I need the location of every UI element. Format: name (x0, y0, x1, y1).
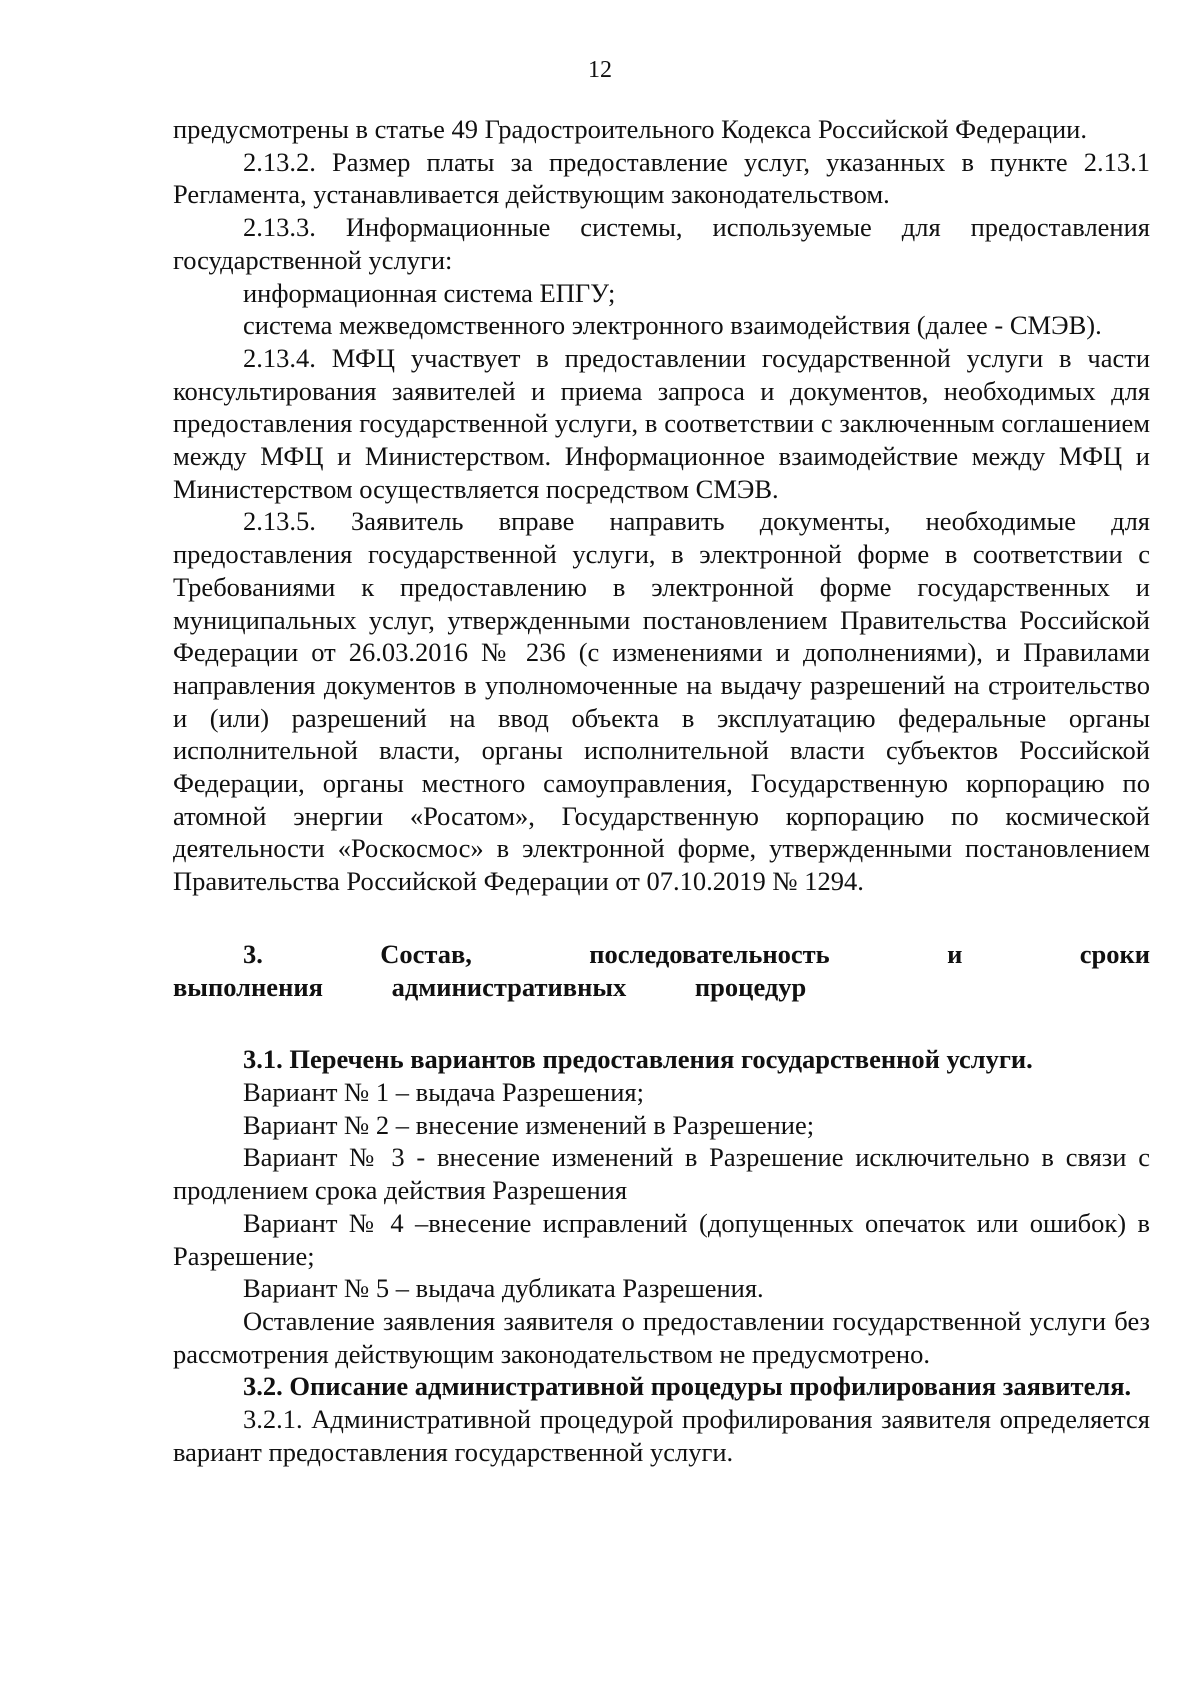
paragraph-no-rejection: Оставление заявления заявителя о предоставлении государственной услуги без рассмотрения действующим законодательством не предусмотрено. (173, 1305, 1150, 1369)
variant-1: Вариант № 1 – выдача Разрешения; (243, 1076, 644, 1107)
section-heading-3-2: 3.2. Описание административной процедуры профилирования заявителя. (243, 1371, 1132, 1402)
variant-5: Вариант № 5 – выдача дубликата Разрешения. (243, 1273, 764, 1304)
page-number: 12 (588, 57, 612, 83)
paragraph-article-49: предусмотрены в статье 49 Градостроительного Кодекса Российской Федерации. (173, 114, 1087, 144)
paragraph-3-2-1: 3.2.1. Административной процедурой профилирования заявителя определяется вариант предоставления государственной услуги. (173, 1404, 1150, 1467)
paragraph-2-13-3: 2.13.3. Информационные системы, используемые для предоставления государственной услуги: (173, 212, 1150, 275)
paragraph-2-13-2: 2.13.2. Размер платы за предоставление услуг, указанных в пункте 2.13.1 Регламента, устанавливается действующим законодательством. (173, 146, 1150, 210)
section-heading-3: 3. Состав, последовательность и сроки выполнения административных процедур (173, 938, 1150, 1002)
variant-3: Вариант № 3 - внесение изменений в Разрешение исключительно в связи с продлением срока действия Разрешения (173, 1142, 1150, 1206)
variant-2: Вариант № 2 – внесение изменений в Разрешение; (243, 1109, 815, 1140)
paragraph-2-13-4: 2.13.4. МФЦ участвует в предоставлении государственной услуги в части консультирования заявителей и приема запроса и документов, необходимых для предоставления государственной услуги, в соответствии с заключенным соглашением между МФЦ и Министерством. Информационное взаимодействие между МФЦ и Министерством осуществляется посредством СМЭВ. (173, 342, 1150, 504)
document-body (173, 113, 1150, 1468)
paragraph-2-13-5: 2.13.5. Заявитель вправе направить документы, необходимые для предоставления государственной услуги, в электронной форме в соответствии с Требованиями к предоставлению в электронной форме государственных и муниципальных услуг, утвержденными постановлением Правительства Российской Федерации от 26.03.2016 № 236 (с изменениями и дополнениями), и Правилами направления документов в уполномоченные на выдачу разрешений на строительство и (или) разрешений на ввод объекта в эксплуатацию федеральные органы исполнительной власти, органы исполнительной власти субъектов Российской Федерации, органы местного самоуправления, Государственную корпорацию по атомной энергии «Росатом», Государственную корпорацию по космической деятельности «Роскосмос» в электронной форме, утвержденными постановлением Правительства Российской Федерации от 07.10.2019 № 1294. (173, 506, 1150, 897)
list-item-smev: система межведомственного электронного взаимодействия (далее - СМЭВ). (243, 310, 1102, 341)
list-item-epgu: информационная система ЕПГУ; (243, 277, 616, 308)
variant-4: Вариант № 4 –внесение исправлений (допущенных опечаток или ошибок) в Разрешение; (173, 1207, 1150, 1271)
section-heading-3-1: 3.1. Перечень вариантов предоставления государственной услуги. (243, 1044, 1033, 1075)
